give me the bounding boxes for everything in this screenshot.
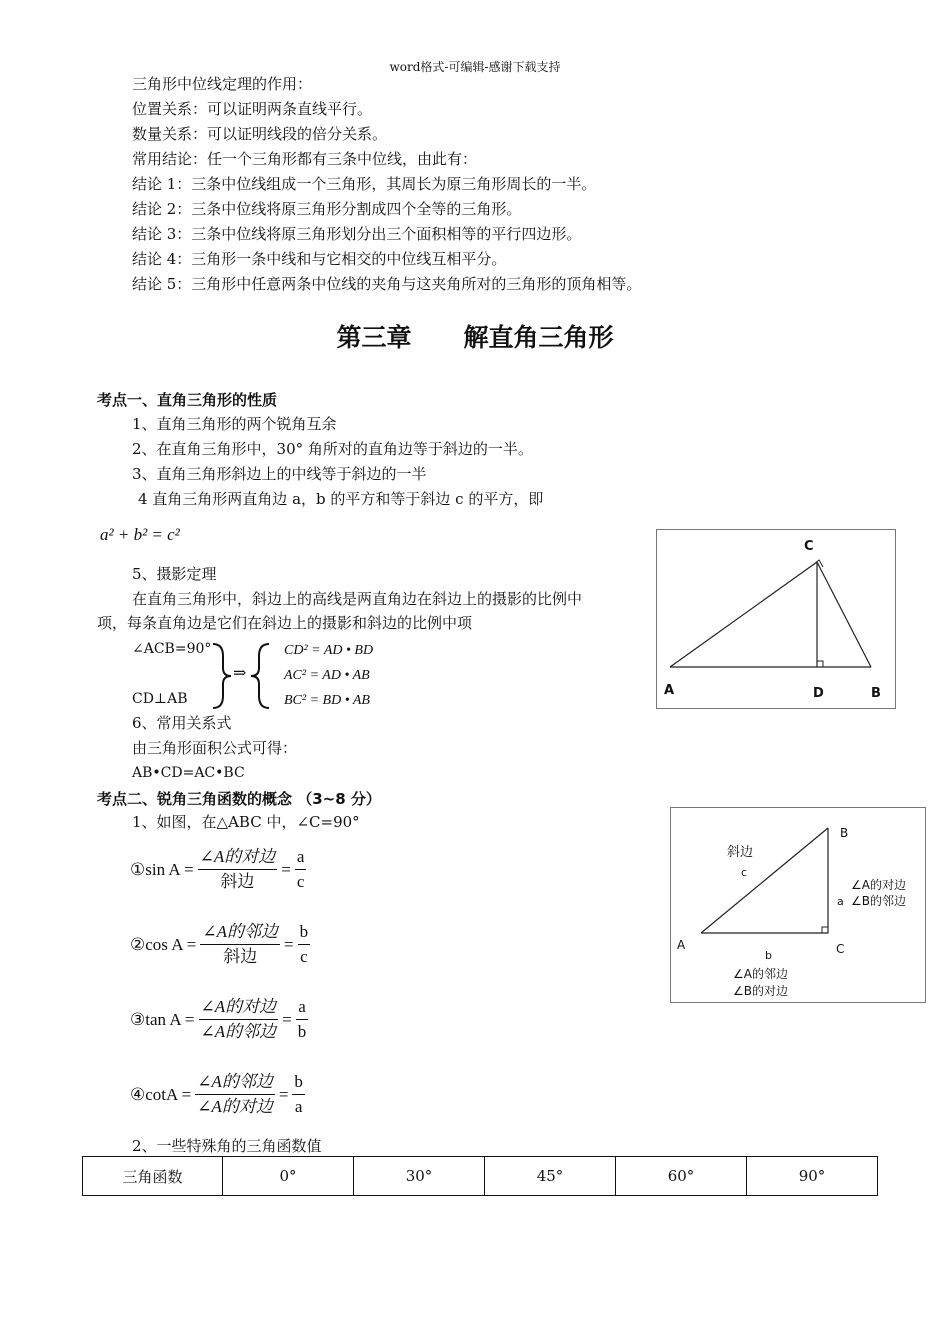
intro-line: 位置关系：可以证明两条直线平行。 [132,100,373,118]
cos-letter-fraction [298,920,311,969]
sin-word-fraction [198,845,278,894]
chapter-number: 第三章 [336,323,412,352]
side-b-label: b [765,949,772,962]
vertex-b-label: B [871,686,881,701]
denominator: ∠A的对边 [197,1097,273,1116]
numerator: ∠A的对边 [198,845,278,870]
pythagoras-formula: a² + b² = c² [100,525,180,544]
tan-formula [130,995,312,1044]
numerator: ∠A的邻边 [200,920,280,945]
table-header-row [83,1157,878,1196]
denominator: 斜边 [220,872,255,891]
cos-word-fraction [200,920,280,969]
sin-letter-fraction [295,845,307,894]
left-brace-icon [251,644,269,708]
intro-line: 结论 1：三条中位线组成一个三角形，其周长为原三角形周长的一半。 [132,175,597,193]
intro-line: 常用结论：任一个三角形都有三条中位线，由此有： [132,150,478,168]
paragraph-line: 在直角三角形中，斜边上的高线是两直角边在斜边上的摄影的比例中 [132,590,583,608]
cot-word-fraction [195,1070,275,1119]
adjacent-a-label: ∠A的邻边 [733,967,788,981]
table-header-cell: 30° [354,1157,485,1196]
hypotenuse-line [701,828,828,933]
point-d-label: D [813,686,824,701]
cos-prefix: ②cos A = [130,934,197,954]
sin-prefix: ①sin A = [130,859,194,879]
projection-eq-1: CD² = AD • BD [284,643,374,658]
denominator: 斜边 [223,947,258,966]
side-a-label: a [837,895,844,908]
vertex-a-label: A [664,683,675,698]
opposite-b-label: ∠B的对边 [733,984,788,998]
paragraph-line: 1、如图，在△ABC 中，∠C=90° [132,813,360,831]
equals-sign: = [281,859,291,879]
vertex-c-label: C [804,539,814,554]
right-brace-icon [213,644,231,708]
numerator: ∠A的邻边 [195,1070,275,1095]
vertex-b-label: B [840,826,849,840]
triangle-altitude-svg [657,530,895,708]
hypotenuse-label: 斜边 [727,845,754,860]
table-header-cell: 三角函数 [83,1157,223,1196]
denominator: c [300,947,308,966]
tan-letter-fraction [296,995,309,1044]
adjacent-b-label: ∠B的邻边 [851,894,906,908]
vertex-c-label: C [836,942,845,956]
property-item: 5、摄影定理 [132,565,217,583]
cot-formula [130,1070,309,1119]
denominator: ∠A的邻边 [200,1022,277,1041]
section2-title: 考点二、锐角三角函数的概念 （3~8 分） [97,790,381,808]
side-bc [817,562,871,667]
cos-formula [130,920,314,969]
cot-prefix: ④cotA = [130,1084,192,1104]
chapter-title [0,318,950,354]
property-item: 4 直角三角形两直角边 a，b 的平方和等于斜边 c 的平方，即 [138,490,544,508]
numerator: b [292,1070,305,1095]
paragraph-line: 2、一些特殊角的三角函数值 [132,1137,322,1155]
right-angle-mark [822,927,828,933]
table-header-cell: 0° [223,1157,354,1196]
numerator: ∠A的对边 [199,995,279,1020]
side-ac [670,562,817,667]
area-relation: AB•CD=AC•BC [132,765,245,781]
denominator: b [297,1022,307,1041]
section1-title: 考点一、直角三角形的性质 [97,391,278,409]
table-header-cell: 90° [747,1157,878,1196]
tan-word-fraction [199,995,279,1044]
right-triangle-altitude-figure [656,529,896,709]
intro-line: 三角形中位线定理的作用： [132,75,313,93]
opposite-a-label: ∠A的对边 [851,878,906,892]
numerator: a [295,845,307,870]
intro-line: 数量关系：可以证明线段的倍分关系。 [132,125,388,143]
equals-sign: = [284,934,294,954]
chapter-name: 解直角三角形 [463,323,614,352]
denominator: c [296,872,305,891]
projection-eq-3: BC² = BD • AB [284,693,370,708]
denominator: a [294,1097,303,1116]
condition-perp: CD⊥AB [132,691,188,707]
sin-formula [130,845,310,894]
side-c-label: c [741,866,748,879]
intro-line: 结论 4：三角形一条中线和与它相交的中位线互相平分。 [132,250,507,268]
table-header-cell: 45° [485,1157,616,1196]
property-item: 2、在直角三角形中，30° 角所对的直角边等于斜边的一半。 [132,440,533,458]
numerator: a [296,995,309,1020]
numerator: b [298,920,311,945]
property-item: 1、直角三角形的两个锐角互余 [132,415,337,433]
right-angle-mark-d [817,661,823,667]
projection-eq-2: AC² = AD • AB [284,668,370,683]
intro-line: 结论 2：三条中位线将原三角形分割成四个全等的三角形。 [132,200,522,218]
intro-line: 结论 5：三角形中任意两条中位线的夹角与这夹角所对的三角形的顶角相等。 [132,275,642,293]
vertex-a-label: A [677,938,686,952]
property-item: 3、直角三角形斜边上的中线等于斜边的一半 [132,465,427,483]
cot-letter-fraction [292,1070,305,1119]
trig-ratio-figure [670,807,926,1003]
condition-angle: ∠ACB=90° [132,641,212,657]
equals-sign: = [282,1009,292,1029]
table-header-cell: 60° [616,1157,747,1196]
property-item: 6、常用关系式 [132,714,232,732]
paragraph-line: 项，每条直角边是它们在斜边上的摄影和斜边的比例中项 [97,614,473,632]
paragraph-line: 由三角形面积公式可得： [132,739,298,757]
page-header: word格式-可编辑-感谢下载支持 [389,60,561,74]
intro-line: 结论 3：三条中位线将原三角形划分出三个面积相等的平行四边形。 [132,225,582,243]
special-angles-table [82,1156,878,1196]
implies-symbol: ⇒ [233,663,247,682]
tan-prefix: ③tan A = [130,1009,195,1029]
equals-sign: = [278,1084,289,1104]
